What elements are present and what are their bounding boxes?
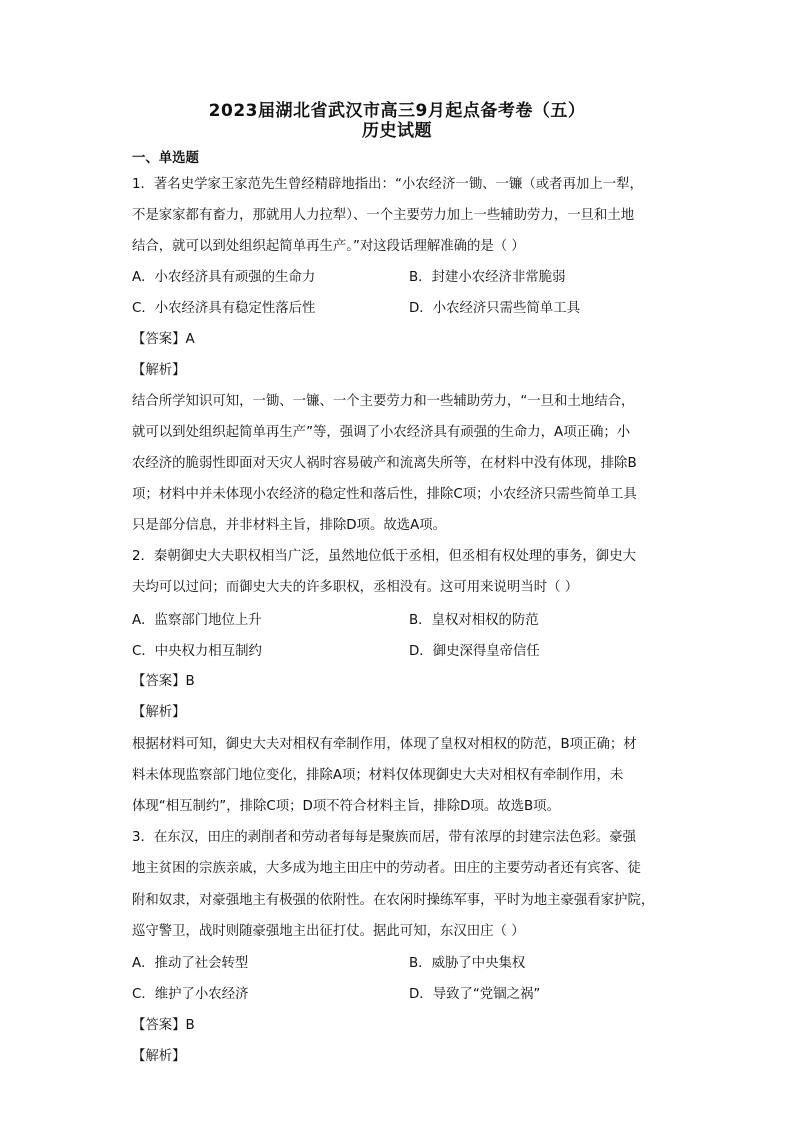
q3-option-c: C．维护了小农经济 bbox=[132, 987, 249, 1002]
q3-option-d: D．导致了“党锢之祸” bbox=[409, 987, 541, 1002]
q3-answer: 【答案】B bbox=[132, 1018, 195, 1033]
q1-analysis-line: 农经济的脆弱性即面对天灾人祸时容易破产和流离失所等，在材料中没有体现，排除B bbox=[132, 456, 637, 471]
q2-answer: 【答案】B bbox=[132, 674, 195, 689]
q1-option-a: A．小农经济具有顽强的生命力 bbox=[132, 270, 316, 285]
q2-option-d: D．御史深得皇帝信任 bbox=[409, 644, 540, 659]
document-title: 2023届湖北省武汉市高三9月起点备考卷（五） bbox=[208, 101, 586, 121]
q1-analysis-line: 结合所学知识可知，一锄、一镰、一个主要劳力和一些辅助劳力，“一旦和土地结合， bbox=[132, 394, 635, 409]
section-heading: 一、单选题 bbox=[132, 151, 199, 166]
q3-stem-line: 3．在东汉，田庄的剥削者和劳动者每每是聚族而居，带有浓厚的封建宗法色彩。豪强 bbox=[132, 830, 636, 845]
q3-option-b: B．威胁了中央集权 bbox=[409, 956, 526, 971]
q2-option-a: A．监察部门地位上升 bbox=[132, 613, 262, 628]
q1-option-b: B．封建小农经济非常脆弱 bbox=[409, 270, 566, 285]
q1-stem-line: 1．著名史学家王家范先生曾经精辟地指出：“小农经济一锄、一镰（或者再加上一犁， bbox=[132, 177, 643, 192]
q1-answer: 【答案】A bbox=[132, 332, 195, 347]
q1-analysis-line: 只是部分信息，并非材料主旨，排除D项。故选A项。 bbox=[132, 518, 447, 533]
q2-stem-line: 2．秦朝御史大夫职权相当广泛，虽然地位低于丞相，但丞相有权处理的事务，御史大 bbox=[132, 549, 636, 564]
q2-analysis-line: 根据材料可知，御史大夫对相权有牵制作用，体现了皇权对相权的防范，B项正确；材 bbox=[132, 737, 637, 752]
q2-option-c: C．中央权力相互制约 bbox=[132, 644, 262, 659]
q3-stem-line: 附和奴隶，对豪强地主有极强的依附性。在农闲时操练军事，平时为地主豪强看家护院， bbox=[132, 893, 655, 908]
q1-analysis-line: 就可以到处组织起简单再生产”等，强调了小农经济具有顽强的生命力，A项正确；小 bbox=[132, 425, 631, 440]
q1-analysis-line: 项；材料中并未体现小农经济的稳定性和落后性，排除C项；小农经济只需些简单工具 bbox=[132, 487, 637, 502]
q2-analysis-line: 料未体现监察部门地位变化，排除A项；材料仅体现御史大夫对相权有牵制作用，未 bbox=[132, 768, 624, 783]
document-subtitle: 历史试题 bbox=[362, 121, 432, 141]
q1-stem-line: 不是家家都有畜力，那就用人力拉犁）、一个主要劳力加上一些辅助劳力，一旦和土地 bbox=[132, 208, 635, 223]
q1-stem-line: 结合，就可以到处组织起简单再生产。”对这段话理解准确的是（ ） bbox=[132, 239, 525, 254]
q2-stem-line: 夫均可以过问；而御史大夫的许多职权，丞相没有。这可用来说明当时（ ） bbox=[132, 580, 579, 595]
q3-option-a: A．推动了社会转型 bbox=[132, 956, 249, 971]
q2-analysis-line: 体现“相互制约”，排除C项；D项不符合材料主旨，排除D项。故选B项。 bbox=[132, 799, 560, 814]
q3-stem-line: 地主贫困的宗族亲戚，大多成为地主田庄中的劳动者。田庄的主要劳动者还有宾客、徒 bbox=[132, 861, 641, 876]
q3-analysis-label: 【解析】 bbox=[132, 1049, 186, 1064]
q2-option-b: B．皇权对相权的防范 bbox=[409, 613, 539, 628]
q1-option-d: D．小农经济只需些简单工具 bbox=[409, 301, 580, 316]
q1-option-c: C．小农经济具有稳定性落后性 bbox=[132, 301, 316, 316]
q3-stem-line: 巡守警卫，战时则随豪强地主出征打仗。据此可知，东汉田庄（ ） bbox=[132, 924, 525, 939]
q2-analysis-label: 【解析】 bbox=[132, 705, 186, 720]
q1-analysis-label: 【解析】 bbox=[132, 363, 186, 378]
